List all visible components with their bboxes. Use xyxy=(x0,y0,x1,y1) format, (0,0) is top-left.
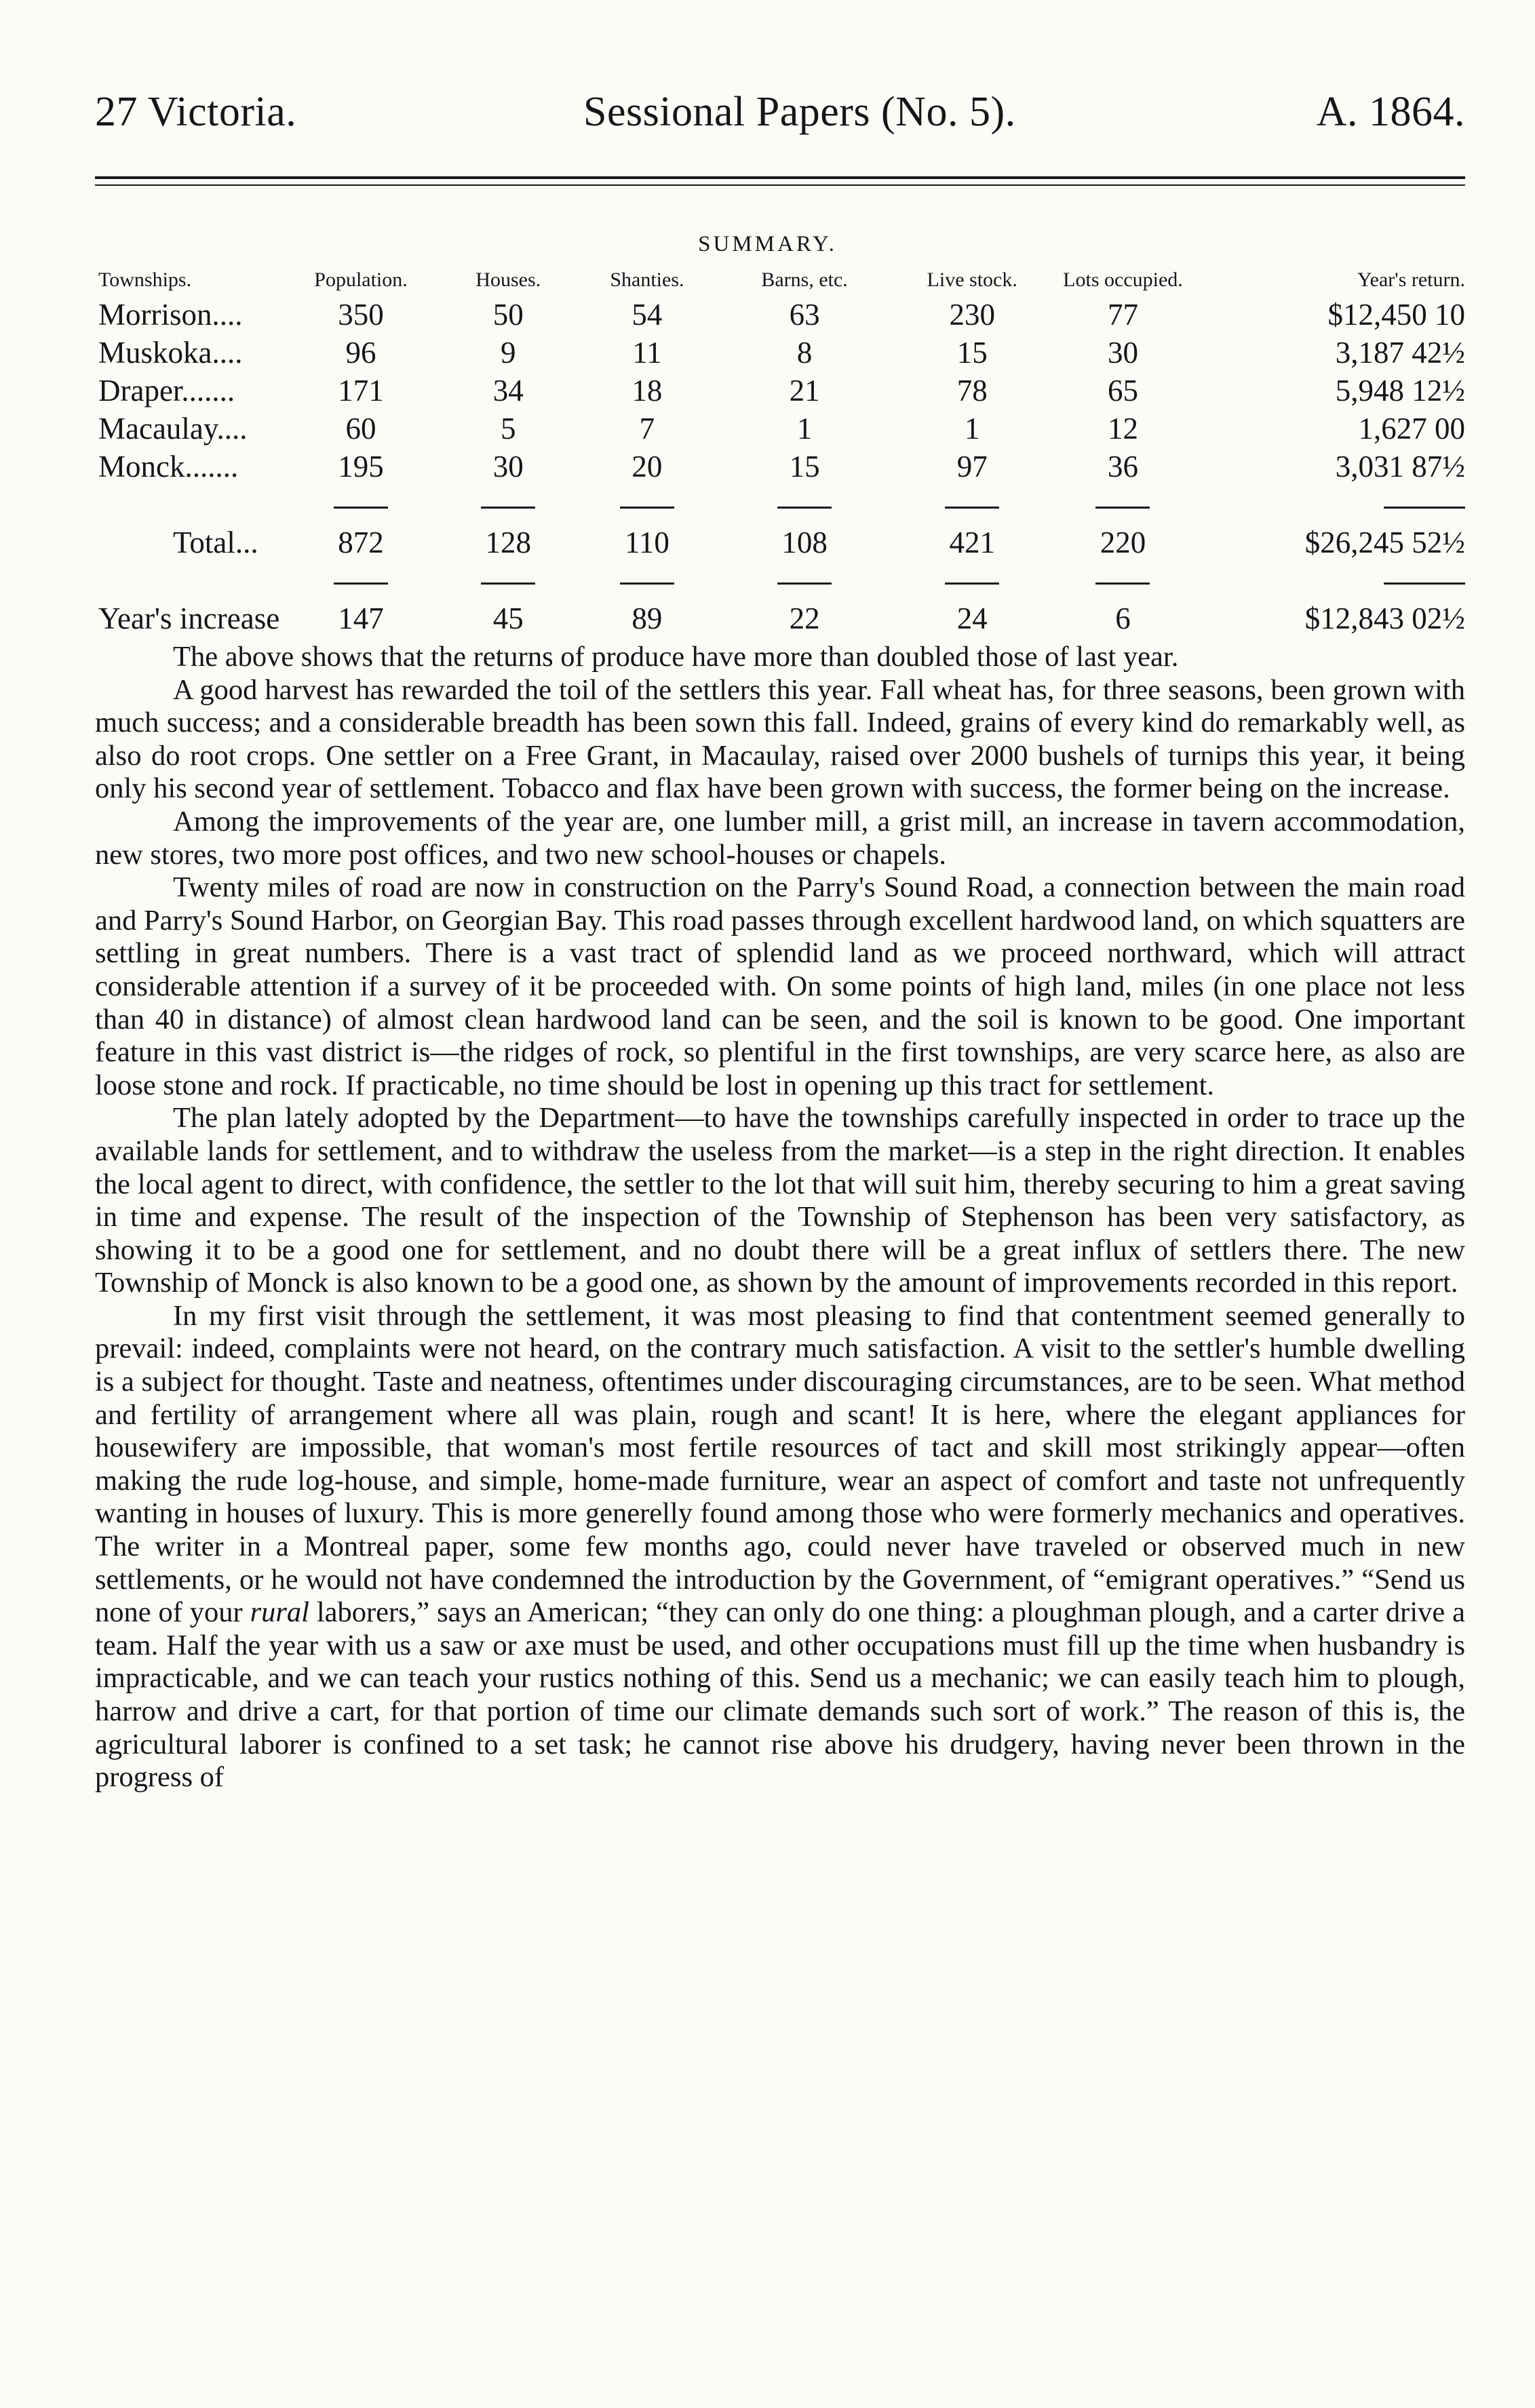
summary-header-row xyxy=(98,269,1465,296)
lots-cell: 220 xyxy=(1100,526,1146,559)
paragraph-text: laborers,” says an American; “they can only do one thing: a ploughman plough, and a carter drive a team. Half the year with us a saw or axe must be used, and other occupations must fill up the time when husbandry is impracticable, and we can teach your rustics nothing of this. Send us a mechanic; we can easily teach him to plough, harrow and drive a cart, for that portion of time our climate demands such sort of work.” The reason of this is, the agricultural laborer is confined to a set task; he cannot rise above his drudgery, having never been thrown in the progress of xyxy=(95,1596,1465,1794)
township-name: Monck....... xyxy=(98,450,239,483)
sum-rule xyxy=(1384,583,1465,585)
header-title: Sessional Papers (No. 5). xyxy=(583,89,1016,135)
total-label: Total... xyxy=(173,526,258,559)
barns-cell: 21 xyxy=(789,374,820,408)
population-cell: 872 xyxy=(338,526,384,559)
col-header: Shanties. xyxy=(610,269,684,291)
shanties-cell: 89 xyxy=(632,601,663,635)
houses-cell: 30 xyxy=(492,450,524,483)
italic-word: rural xyxy=(250,1596,309,1629)
houses-cell: 5 xyxy=(500,412,516,446)
col-header: Barns, etc. xyxy=(761,269,848,291)
sum-rule xyxy=(481,507,535,509)
paragraph: Among the improvements of the year are, one lumber mill, a grist mill, an increase in tavern accommodation, new stores, two more post offices, and two new school-houses or chapels. xyxy=(95,805,1465,871)
page-header xyxy=(95,88,1465,142)
increase-row xyxy=(98,599,1465,637)
sum-rule-row xyxy=(98,486,1465,524)
header-volume: 27 Victoria. xyxy=(95,89,297,135)
population-cell: 96 xyxy=(345,336,376,370)
sum-rule xyxy=(1384,507,1465,509)
sum-rule-row xyxy=(98,561,1465,599)
shanties-cell: 54 xyxy=(632,298,663,332)
total-row xyxy=(98,524,1465,561)
table-row xyxy=(98,334,1465,372)
return-cell: 3,187 42½ xyxy=(1335,336,1465,370)
paragraph: The plan lately adopted by the Department—to have the townships carefully inspected in order to trace up the available lands for settlement, and to withdraw the useless from the market—is a step in the right direction. It enables the local agent to direct, with confidence, the settler to the lot that will suit him, thereby securing to him a great saving in time and expense. The result of the inspection of the Township of Stephenson has been very satisfactory, as showing it to be a good one for settlement, and no doubt there will be a great influx of settlers there. The new Township of Monck is also known to be a good one, as shown by the amount of improvements recorded in this report. xyxy=(95,1102,1465,1299)
livestock-cell: 421 xyxy=(949,526,995,559)
sum-rule xyxy=(620,507,674,509)
return-cell: $12,843 02½ xyxy=(1304,601,1465,635)
township-name: Muskoka.... xyxy=(98,336,243,370)
col-header: Houses. xyxy=(475,269,541,291)
increase-label: Year's increase xyxy=(98,601,280,635)
population-cell: 350 xyxy=(338,298,384,332)
header-year: A. 1864. xyxy=(1316,89,1465,135)
table-row xyxy=(98,372,1465,410)
table-row xyxy=(98,296,1465,334)
sum-rule xyxy=(481,583,535,585)
header-rule-bottom xyxy=(95,184,1465,186)
barns-cell: 1 xyxy=(796,412,813,446)
return-cell: $12,450 10 xyxy=(1327,298,1465,332)
barns-cell: 15 xyxy=(789,450,820,483)
livestock-cell: 15 xyxy=(956,336,988,370)
sum-rule xyxy=(620,583,674,585)
sum-rule xyxy=(1095,583,1150,585)
livestock-cell: 1 xyxy=(964,412,980,446)
population-cell: 195 xyxy=(338,450,384,483)
return-cell: 1,627 00 xyxy=(1358,412,1465,446)
sum-rule xyxy=(334,583,388,585)
paragraph: A good harvest has rewarded the toil of the settlers this year. Fall wheat has, for three seasons, been grown with much success; and a considerable breadth has been sown this fall. Indeed, grains of every kind do remarkably well, as also do root crops. One settler on a Free Grant, in Macaulay, raised over 2000 bushels of turnips this year, it being only his second year of settlement. Tobacco and flax have been grown with success, the former being on the increase. xyxy=(95,673,1465,805)
return-cell: $26,245 52½ xyxy=(1304,526,1465,559)
livestock-cell: 97 xyxy=(956,450,988,483)
lots-cell: 12 xyxy=(1107,412,1138,446)
sum-rule xyxy=(945,583,999,585)
lots-cell: 36 xyxy=(1107,450,1138,483)
barns-cell: 108 xyxy=(781,526,828,559)
col-header: Year's return. xyxy=(1357,269,1465,291)
barns-cell: 8 xyxy=(796,336,813,370)
paragraph xyxy=(95,1300,1465,1794)
population-cell: 60 xyxy=(345,412,376,446)
table-row xyxy=(98,410,1465,448)
report-body xyxy=(95,641,1465,1794)
houses-cell: 9 xyxy=(500,336,516,370)
sum-rule xyxy=(945,507,999,509)
barns-cell: 22 xyxy=(789,601,820,635)
col-header: Lots occupied. xyxy=(1063,269,1183,291)
paragraph-text: In my first visit through the settlement, it was most pleasing to find that contentment seemed generally to prevail: indeed, complaints were not heard, on the contrary much satisfaction. A visit to the settler's humble dwelling is a subject for thought. Taste and neatness, oftentimes under discouraging circumstances, are to be seen. What method and fertility of arrangement where all was plain, rough and scant! It is here, where the elegant appliances for housewifery are impossible, that woman's most fertile resources of tact and skill most strikingly appear—often making the rude log-house, and simple, home-made furniture, wear an aspect of comfort and taste not unfrequently wanting in houses of luxury. This is more generelly found among those who were formerly mechanics and operatives. The writer in a Montreal paper, some few months ago, could never have traveled or observed much in new settlements, or he would not have condemned the introduction by the Government, of “emigrant operatives.” “Send us none of your xyxy=(95,1299,1465,1629)
population-cell: 171 xyxy=(338,374,384,408)
sum-rule xyxy=(777,507,832,509)
summary-table xyxy=(98,269,1465,637)
livestock-cell: 78 xyxy=(956,374,988,408)
shanties-cell: 18 xyxy=(632,374,663,408)
houses-cell: 128 xyxy=(485,526,531,559)
sum-rule xyxy=(1095,507,1150,509)
shanties-cell: 20 xyxy=(632,450,663,483)
table-row xyxy=(98,448,1465,486)
return-cell: 5,948 12½ xyxy=(1335,374,1465,408)
shanties-cell: 110 xyxy=(624,526,669,559)
col-header: Townships. xyxy=(98,269,192,291)
population-cell: 147 xyxy=(338,601,384,635)
township-name: Draper....... xyxy=(98,374,235,408)
col-header: Population. xyxy=(314,269,408,291)
lots-cell: 65 xyxy=(1107,374,1138,408)
col-header: Live stock. xyxy=(927,269,1017,291)
shanties-cell: 7 xyxy=(639,412,655,446)
sum-rule xyxy=(777,583,832,585)
shanties-cell: 11 xyxy=(632,336,662,370)
township-name: Morrison.... xyxy=(98,298,243,332)
township-name: Macaulay.... xyxy=(98,412,248,446)
paragraph: The above shows that the returns of produce have more than doubled those of last year. xyxy=(173,641,1179,673)
livestock-cell: 24 xyxy=(956,601,988,635)
houses-cell: 34 xyxy=(492,374,524,408)
houses-cell: 45 xyxy=(492,601,524,635)
summary-title: SUMMARY. xyxy=(698,232,837,256)
return-cell: 3,031 87½ xyxy=(1335,450,1465,483)
houses-cell: 50 xyxy=(492,298,524,332)
lots-cell: 30 xyxy=(1107,336,1138,370)
barns-cell: 63 xyxy=(789,298,820,332)
sum-rule xyxy=(334,507,388,509)
paragraph: Twenty miles of road are now in construction on the Parry's Sound Road, a connection between the main road and Parry's Sound Harbor, on Georgian Bay. This road passes through excellent hardwood land, on which squatters are settling in great numbers. There is a vast tract of splendid land as we proceed northward, which will attract considerable attention if a survey of it be proceeded with. On some points of high land, miles (in one place not less than 40 in distance) of almost clean hardwood land can be seen, and the soil is known to be good. One important feature in this vast district is—the ridges of rock, so plentiful in the first townships, are very scarce here, as also are loose stone and rock. If practicable, no time should be lost in opening up this tract for settlement. xyxy=(95,871,1465,1101)
livestock-cell: 230 xyxy=(949,298,995,332)
header-rule-top xyxy=(95,176,1465,179)
lots-cell: 77 xyxy=(1107,298,1138,332)
lots-cell: 6 xyxy=(1115,601,1131,635)
